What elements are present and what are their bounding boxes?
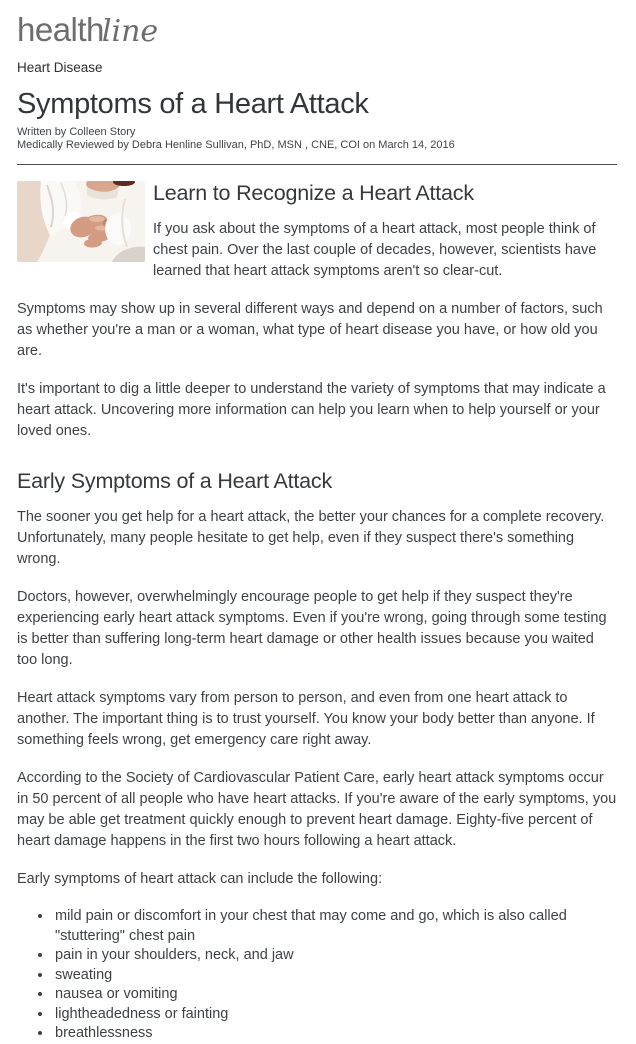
paragraph-early-4: According to the Society of Cardiovascular Patient Care, early heart attack symptoms occur in 50 percent of all people who have heart attacks. If you're aware of the early symptoms, you may be able get treatment quickly enough to prevent heart damage. Eighty-five percent of heart damage happens in the first two hours following a heart attack.	[17, 770, 617, 850]
paragraph-early-2: Doctors, however, overwhelmingly encourage people to get help if they suspect they're experiencing early heart attack symptoms. Even if you're wrong, going through some testing is better than suffering long-term heart damage or other health issues because you waited too long.	[17, 589, 607, 669]
symptom-list-item: • lightheadedness or fainting	[53, 1005, 617, 1025]
section-divider	[17, 164, 617, 165]
paragraph-intro-1: If you ask about the symptoms of a heart attack, most people think of chest pain. Over the last couple of decades, however, scientists have learned that heart attack symptoms aren't so clear-cut.	[153, 221, 597, 280]
section-heading-learn-to-recognize: Learn to Recognize a Heart Attack	[153, 181, 474, 206]
site-header	[17, 0, 617, 48]
reviewer-byline: Medically Reviewed by Debra Henline Sullivan, PhD, MSN , CNE, COI on March 14, 2016	[17, 138, 455, 151]
symptom-list-item: • sweating	[53, 966, 617, 986]
paragraph-early-1: The sooner you get help for a heart attack, the better your chances for a complete recovery. Unfortunately, many people hesitate to get help, even if they suspect there's something wrong.	[17, 509, 605, 568]
symptom-list-item: • breathlessness	[53, 1024, 617, 1044]
man-clutching-chest-illustration	[17, 181, 145, 262]
paragraph-early-3: Heart attack symptoms vary from person to person, and even from one heart attack to another. The important thing is to trust yourself. You know your body better than anyone. If something feels wrong, get emergency care right away.	[17, 690, 595, 749]
symptom-list-item: • mild pain or discomfort in your chest that may come and go, which is also called "stuttering" chest pain	[53, 907, 617, 946]
symptom-list-item: • pain in your shoulders, neck, and jaw	[53, 946, 617, 966]
logo-text-line: line	[101, 14, 159, 49]
logo-text-health: health	[17, 11, 104, 48]
early-symptom-list	[17, 907, 617, 1044]
breadcrumb-heart-disease-link[interactable]: Heart Disease	[17, 60, 103, 76]
symptom-list-item: • nausea or vomiting	[53, 985, 617, 1005]
paragraph-list-intro: Early symptoms of heart attack can include the following:	[17, 871, 383, 888]
article-image-man-clutching-chest	[17, 181, 145, 262]
healthline-logo[interactable]	[17, 12, 158, 48]
page-title: Symptoms of a Heart Attack	[17, 88, 369, 121]
paragraph-intro-3: It's important to dig a little deeper to understand the variety of symptoms that may indicate a heart attack. Uncovering more information can help you learn when to help yourself or your loved ones.	[17, 381, 606, 440]
breadcrumb	[17, 60, 617, 75]
author-byline: Written by Colleen Story	[17, 126, 136, 139]
paragraph-intro-2: Symptoms may show up in several different ways and depend on a number of factors, such as whether you're a man or a woman, what type of heart disease you have, or how old you are.	[17, 301, 603, 360]
article-body	[17, 181, 617, 1044]
section-heading-early-symptoms: Early Symptoms of a Heart Attack	[17, 469, 333, 494]
